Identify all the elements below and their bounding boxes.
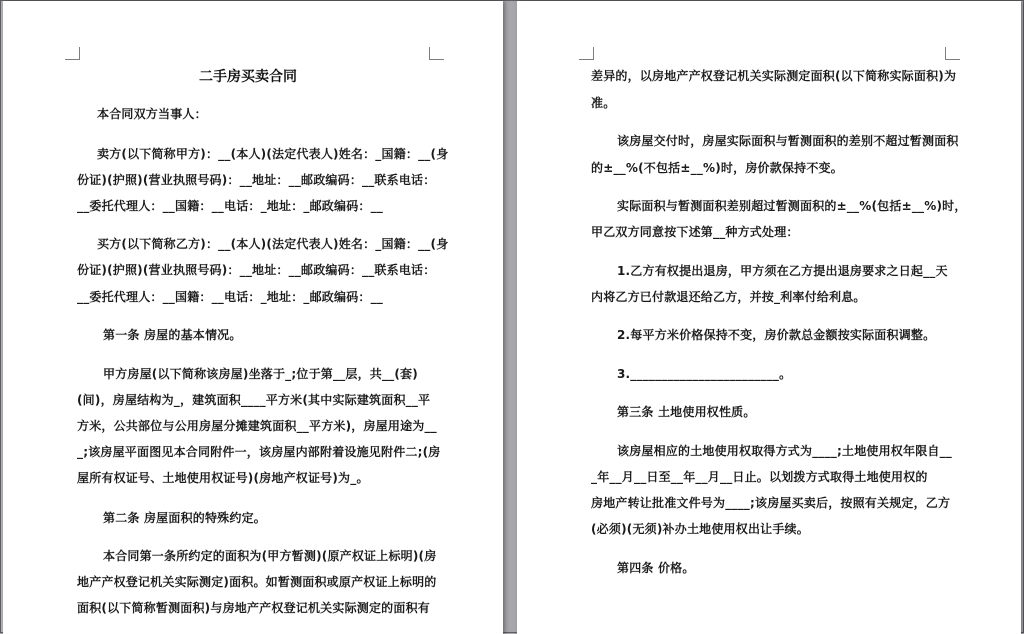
text-line: 甲方房屋(以下简称该房屋)坐落于_;位于第__层，共__(套) — [103, 367, 418, 381]
text-line: 份证)(护照)(营业执照号码)：__地址：__邮政编码：__联系电话： — [77, 173, 436, 187]
margin-corner-mark — [579, 47, 594, 60]
section-heading: 第三条 土地使用权性质。 — [617, 405, 756, 419]
section-heading: 第二条 房屋面积的特殊约定。 — [103, 511, 266, 525]
text-line: 1.乙方有权提出退房，甲方须在乙方提出退房要求之日起__天 — [617, 264, 948, 278]
text-line: 内将乙方已付款退还给乙方，并按_利率付给利息。 — [591, 290, 866, 304]
margin-corner-mark — [65, 47, 80, 60]
text-line: 份证)(护照)(营业执照号码)：__地址：__邮政编码：__联系电话： — [77, 263, 436, 277]
text-line: 该房屋相应的土地使用权取得方式为____;土地使用权年限自__ — [617, 444, 953, 458]
text-line: (必须)(无须)补办土地使用权出让手续。 — [591, 522, 809, 536]
text-line: __委托代理人：__国籍：__电话：_地址：_邮政编码：__ — [77, 290, 384, 304]
text-line: 的±__%(不包括±__%)时，房价款保持不变。 — [591, 161, 843, 175]
text-line: 差异的，以房地产产权登记机关实际测定面积(以下简称实际面积)为 — [591, 69, 957, 83]
text-line: 地产产权登记机关实际测定)面积。如暂测面积或原产权证上标明的 — [77, 575, 437, 589]
text-line: 3.________________________。 — [617, 367, 792, 381]
text-line: 房地产转让批准文件号为____;该房屋买卖后，按照有关规定，乙方 — [591, 496, 951, 510]
text-line: 面积(以下简称暂测面积)与房地产产权登记机关实际测定的面积有 — [77, 601, 430, 615]
margin-corner-mark — [429, 47, 444, 60]
text-line: 买方(以下简称乙方)：__(本人)(法定代表人)姓名：_国籍：__(身 — [97, 237, 449, 251]
text-line: 屋所有权证号、土地使用权证号)(房地产权证号)为_。 — [77, 471, 369, 485]
text-line: 方米，公共部位与公用房屋分摊建筑面积__平方米)，房屋用途为__ — [77, 419, 437, 433]
text-line: _;该房屋平面图见本合同附件一，该房屋内部附着设施见附件二;(房 — [77, 445, 441, 459]
text-line: 实际面积与暂测面积差别超过暂测面积的±__%(包括±__%)时， — [617, 199, 967, 213]
document-page-left — [3, 1, 503, 634]
text-line: 本合同双方当事人： — [97, 107, 207, 121]
document-page-right — [517, 1, 1021, 634]
text-line: _年__月__日至__年__月__日止。以划拨方式取得土地使用权的 — [591, 470, 928, 484]
section-heading: 第四条 价格。 — [617, 561, 695, 575]
text-line: 2.每平方米价格保持不变，房价款总金额按实际面积调整。 — [617, 328, 936, 342]
text-line: 甲乙双方同意按下述第__种方式处理： — [591, 225, 799, 239]
text-line: __委托代理人：__国籍：__电话：_地址：_邮政编码：__ — [77, 199, 384, 213]
text-line: 本合同第一条所约定的面积为(甲方暂测)(原产权证上标明)(房 — [103, 549, 437, 563]
text-line: 准。 — [591, 96, 616, 110]
document-title: 二手房买卖合同 — [199, 69, 297, 85]
text-line: 卖方(以下简称甲方)：__(本人)(法定代表人)姓名：_国籍：__(身 — [97, 147, 449, 161]
margin-corner-mark — [945, 47, 960, 60]
text-line: 该房屋交付时，房屋实际面积与暂测面积的差别不超过暂测面积 — [617, 134, 959, 148]
section-heading: 第一条 房屋的基本情况。 — [103, 328, 242, 342]
text-line: (间)，房屋结构为_，建筑面积____平方米(其中实际建筑面积__平 — [77, 393, 431, 407]
